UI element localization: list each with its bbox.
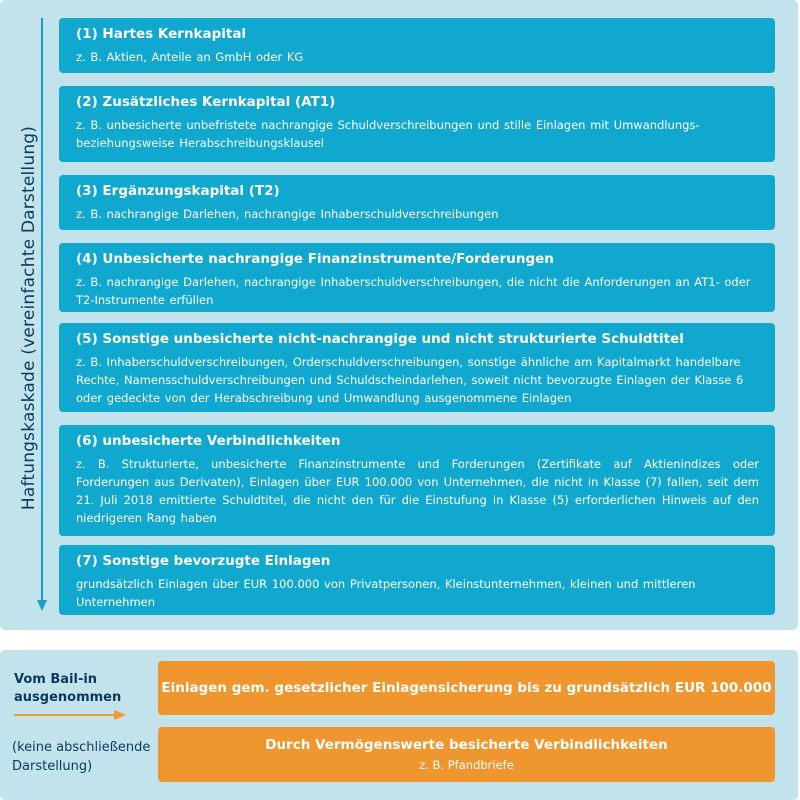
tier-5-desc: z. B. Inhaberschuldverschreibungen, Orderschuldverschreibungen, sonstige ähnliche am Kapitalmarkt handelbare Rechte, Namensschuldverschreibungen und Schuldscheindarlehen, soweit nicht bevorzugte Einlagen der Klasse 6 oder gedeckte von der Herabschreibung und Umwandlung ausgenommene Einlagen [76, 355, 744, 405]
arrow-down-icon [37, 600, 47, 611]
excluded-item-1-title: Einlagen gem. gesetzlicher Einlagensicherung bis zu grundsätzlich EUR 100.000 [161, 680, 772, 696]
exclusion-arrow-line [14, 714, 114, 716]
tier-4-box [59, 243, 775, 312]
tier-7-title: (7) Sonstige bevorzugte Einlagen [76, 553, 331, 569]
cascade-arrow-line [41, 18, 43, 603]
tier-2-title: (2) Zusätzliches Kernkapital (AT1) [76, 94, 336, 110]
exclusion-label [14, 671, 134, 707]
tier-7-desc: grundsätzlich Einlagen über EUR 100.000 von Privatpersonen, Kleinstunternehmen, kleinen und mittleren Unternehmen [76, 577, 696, 609]
tier-5-box [59, 323, 775, 412]
tier-4-desc: z. B. nachrangige Darlehen, nachrangige Inhaberschuldverschreibungen, die nicht die Anforderungen an AT1- oder T2-Instrumente erfüllen [76, 275, 751, 307]
tier-3-title: (3) Ergänzungskapital (T2) [76, 183, 280, 199]
tier-3-desc: z. B. nachrangige Darlehen, nachrangige Inhaberschuldverschreibungen [76, 207, 499, 221]
exclusion-label-line-1: Vom Bail-in [14, 672, 98, 687]
exclusion-note-line-1: (keine abschließende [12, 740, 151, 755]
tier-1-title: (1) Hartes Kernkapital [76, 26, 247, 42]
cascade-side-label-text: Haftungskaskade (vereinfachte Darstellung) [19, 125, 40, 510]
exclusion-note [12, 738, 162, 776]
tier-6-desc: z. B. Strukturierte, unbesicherte Finanzinstrumente und Forderungen (Zertifikate auf Aktienindizes oder Forderungen aus Derivaten), Einlagen über EUR 100.000 von Unternehmen, die nicht in Klasse (7) fallen, seit dem 21. Juli 2018 emittierte Schuldtitel, die nicht den für die Einstufung in Klasse (5) erforderlichen Hinweis auf den niedrigeren Rang haben [76, 457, 759, 525]
excluded-deposit-guarantee-box [158, 661, 775, 715]
excluded-item-2-title: Durch Vermögenswerte besicherte Verbindlichkeiten [265, 736, 668, 753]
tier-2-desc: z. B. unbesicherte unbefristete nachrangige Schuldverschreibungen und stille Einlagen mit Umwandlungs-beziehungsweise Herabschreibungsklausel [76, 118, 700, 150]
arrow-right-icon [114, 710, 126, 720]
excluded-item-2-sub: z. B. Pfandbriefe [419, 757, 514, 772]
exclusion-note-line-2: Darstellung) [12, 759, 93, 774]
tier-2-box [59, 86, 775, 162]
tier-7-box [59, 545, 775, 615]
tier-6-title: (6) unbesicherte Verbindlichkeiten [76, 433, 341, 449]
exclusion-label-line-2: ausgenommen [14, 690, 122, 705]
tier-3-box [59, 175, 775, 230]
cascade-side-label [9, 125, 49, 510]
tier-4-title: (4) Unbesicherte nachrangige Finanzinstrumente/Forderungen [76, 251, 554, 267]
tier-1-box [59, 18, 775, 73]
tier-6-box [59, 425, 775, 536]
tier-1-desc: z. B. Aktien, Anteile an GmbH oder KG [76, 50, 304, 64]
tier-5-title: (5) Sonstige unbesicherte nicht-nachrangige und nicht strukturierte Schuldtitel [76, 331, 684, 347]
excluded-secured-liabilities-box [158, 727, 775, 782]
